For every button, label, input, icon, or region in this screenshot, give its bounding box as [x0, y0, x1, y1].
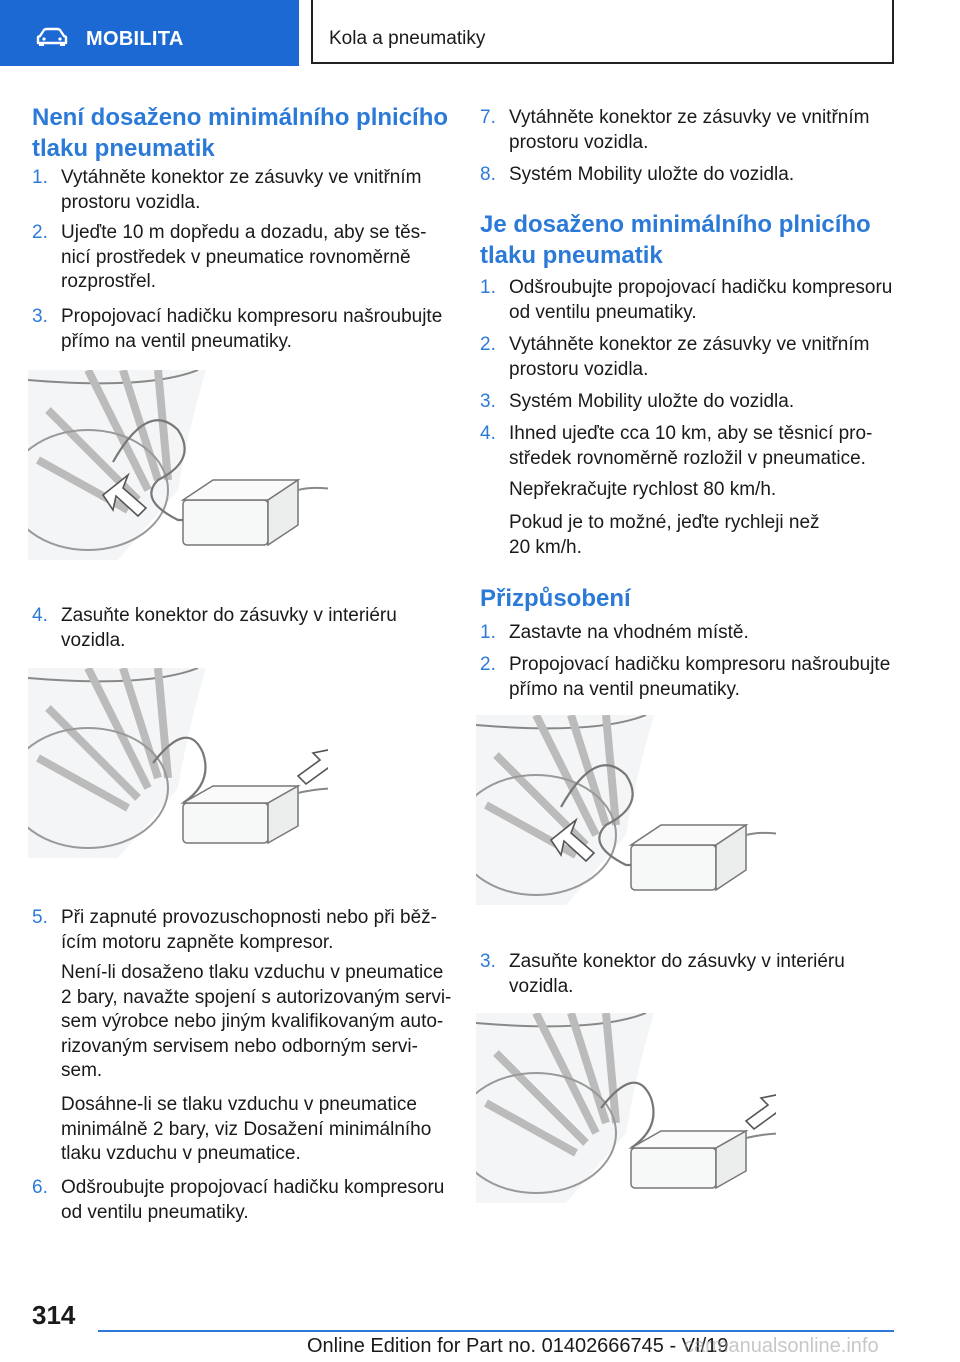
step-number: 4. [480, 423, 496, 444]
step-note: Pokud je to možné, jeďte rychleji než 20 km/h. [509, 512, 820, 558]
step-text: Odšroubujte propojovací hadičku kompresoru od ventilu pneumatiky. [61, 1177, 445, 1223]
step-text: Zastavte na vhodném místě. [509, 622, 749, 643]
step-number: 2. [480, 334, 496, 355]
header-page-title-box [311, 0, 894, 64]
step-number: 3. [480, 391, 496, 412]
step-text: Ujeďte 10 m dopředu a dozadu, aby se těs‐ nicí prostředek v pneumatice rovnoměrně rozprostřel. [61, 222, 427, 292]
illustration-connector-into-socket [28, 668, 328, 858]
step-text: Zasuňte konektor do zásuvky v interiéru vozidla. [61, 605, 397, 651]
step-number: 3. [480, 951, 496, 972]
section-label: MOBILITA [86, 28, 184, 50]
step-text: Vytáhněte konektor ze zásuvky ve vnitřním prostoru vozidla. [509, 107, 870, 153]
car-icon [36, 27, 68, 47]
step-number: 5. [32, 907, 48, 928]
step-number: 6. [32, 1177, 48, 1198]
step-note: Není-li dosaženo tlaku vzduchu v pneumatice 2 bary, navažte spojení s autorizovaným servi‐ sem výrobce nebo jiným kvalifikovaným auto‐ rizovaným servisem nebo odborným servi‐ sem. [61, 962, 452, 1081]
step-number: 1. [480, 622, 496, 643]
section-heading: Je dosaženo minimálního plnicího tlaku pneumatik [480, 211, 871, 269]
illustration-connector-into-socket [476, 1013, 776, 1203]
step-text: Při zapnuté provozuschopnosti nebo při běž‐ ícím motoru zapněte kompresor. [61, 907, 438, 953]
step-number: 8. [480, 164, 496, 185]
edition-text: Online Edition for Part no. 01402666745 - VI/19 [307, 1335, 729, 1357]
step-text: Vytáhněte konektor ze zásuvky ve vnitřním prostoru vozidla. [61, 167, 422, 213]
illustration-compressor-connected-to-tire [476, 715, 776, 905]
step-number: 3. [32, 306, 48, 327]
watermark: carmanualsonline.info [684, 1335, 879, 1357]
step-number: 1. [480, 277, 496, 298]
step-number: 7. [480, 107, 496, 128]
step-number: 2. [480, 654, 496, 675]
step-text: Propojovací hadičku kompresoru našroubujte přímo na ventil pneumatiky. [509, 654, 891, 700]
step-note: Dosáhne-li se tlaku vzduchu v pneumatice minimálně 2 bary, viz Dosažení minimálního tlaku vzduchu v pneumatice. [61, 1094, 432, 1164]
step-text: Systém Mobility uložte do vozidla. [509, 164, 795, 185]
step-text: Ihned ujeďte cca 10 km, aby se těsnicí pro‐ středek rovnoměrně rozložil v pneumatice. [509, 423, 873, 469]
section-heading: Přizpůsobení [480, 585, 631, 612]
page-title: Kola a pneumatiky [329, 28, 486, 49]
step-text: Vytáhněte konektor ze zásuvky ve vnitřním prostoru vozidla. [509, 334, 870, 380]
footer-divider [98, 1330, 894, 1332]
step-number: 1. [32, 167, 48, 188]
step-number: 2. [32, 222, 48, 243]
step-text: Odšroubujte propojovací hadičku kompresoru od ventilu pneumatiky. [509, 277, 893, 323]
section-heading: Není dosaženo minimálního plnicího tlaku pneumatik [32, 104, 449, 162]
page-number: 314 [32, 1300, 76, 1330]
step-text: Systém Mobility uložte do vozidla. [509, 391, 795, 412]
step-number: 4. [32, 605, 48, 626]
illustration-compressor-connected-to-tire [28, 370, 328, 560]
header-section-tab [0, 0, 299, 66]
step-note: Nepřekračujte rychlost 80 km/h. [509, 479, 777, 500]
step-text: Propojovací hadičku kompresoru našroubujte přímo na ventil pneumatiky. [61, 306, 443, 352]
step-text: Zasuňte konektor do zásuvky v interiéru vozidla. [509, 951, 845, 997]
